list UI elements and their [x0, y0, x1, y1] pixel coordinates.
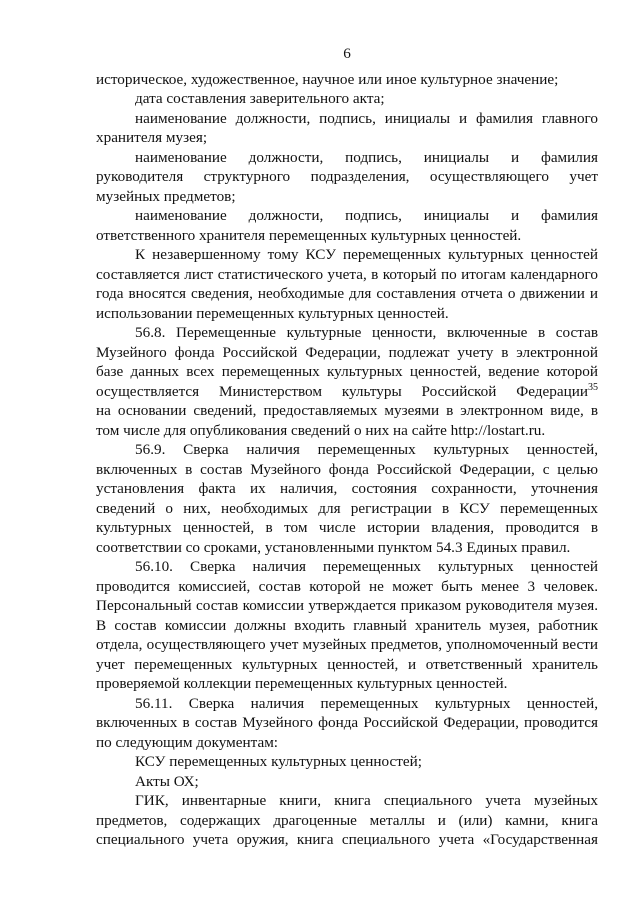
paragraph-56-10: 56.10. Сверка наличия перемещенных культурных ценностей проводится комиссией, состав которой не может быть менее 3 человек. Персональный состав комиссии утверждается приказом руководителя музея. В состав комиссии должны входить главный хранитель музея, работник отдела, осуществляющего учет музейных предметов, уполномоченный вести учет перемещенных культурных ценностей, и ответственный хранитель проверяемой коллекции перемещенных культурных ценностей.: [96, 558, 598, 692]
footnote-reference: 35: [588, 381, 598, 393]
paragraph-56-8: [96, 323, 598, 401]
paragraph-1: историческое, художественное, научное или иное культурное значение;: [96, 70, 559, 88]
list-item-acts: Акты ОХ;: [135, 772, 199, 790]
paragraph-4: наименование должности, подпись, инициалы и фамилия руководителя структурного подразделения, осуществляющего учет музейных предметов;: [96, 148, 598, 205]
paragraph-3: наименование должности, подпись, инициалы и фамилия главного хранителя музея;: [96, 109, 598, 146]
paragraph-5: наименование должности, подпись, инициалы и фамилия ответственного хранителя перемещенных культурных ценностей.: [96, 207, 598, 244]
paragraph-56-8-cont: на основании сведений, предоставляемых музеями в электронном виде, в том числе для опубликования сведений о них на сайте http://lostart.ru.: [96, 402, 598, 439]
document-page: [96, 44, 598, 850]
page-number: 6: [343, 45, 351, 62]
paragraph-56-8-text: 56.8. Перемещенные культурные ценности, включенные в состав Музейного фонда Российской Федерации, подлежат учету в электронной базе данных всех перемещенных культурных ценностей, ведение которой осуществляется Министерством культуры Российской Федерации: [96, 324, 598, 400]
paragraph-56-9: 56.9. Сверка наличия перемещенных культурных ценностей, включенных в состав Музейного фонда Российской Федерации, с целью установления факта их наличия, состояния сохранности, уточнения сведений о них, необходимых для регистрации в КСУ перемещенных культурных ценностей, в том числе истории владения, проводится в соответствии со сроками, установленными пунктом 54.3 Единых правил.: [96, 441, 598, 556]
paragraph-56-11: 56.11. Сверка наличия перемещенных культурных ценностей, включенных в состав Музейного фонда Российской Федерации, проводится по следующим документам:: [96, 694, 598, 751]
paragraph-2: дата составления заверительного акта;: [135, 90, 385, 107]
list-item-ksu: КСУ перемещенных культурных ценностей;: [135, 753, 422, 770]
list-item-gik: ГИК, инвентарные книги, книга специального учета музейных предметов, содержащих драгоценные металлы и (или) камни, книга специального учета оружия, книга специального учета «Государственная: [96, 792, 598, 848]
paragraph-6: К незавершенному тому КСУ перемещенных культурных ценностей составляется лист статистического учета, в который по итогам календарного года вносятся сведения, необходимые для составления отчета о движении и использовании перемещенных культурных ценностей.: [96, 246, 598, 322]
